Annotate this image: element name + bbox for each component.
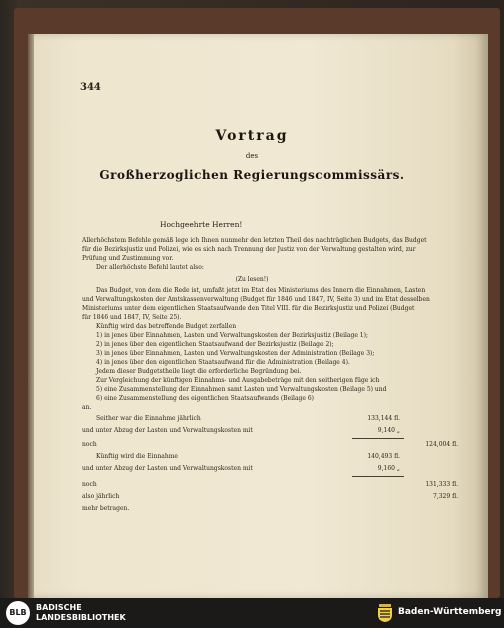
library-name-line1: BADISCHE (36, 603, 82, 612)
table-row-value: 124,004 fl. (425, 441, 458, 448)
body-line: Ministeriums unter dem eigentlichen Staatsaufwande den Titel VIII. für die Bezirksjustiz und Polizei (Budget (82, 305, 415, 312)
footer-bar (0, 598, 504, 628)
table-row-label: noch (82, 481, 97, 488)
coat-of-arms-icon (376, 603, 394, 623)
body-line: Prüfung und Zustimmung vor. (82, 255, 174, 262)
table-row-value: 140,493 fl. (367, 453, 400, 460)
state-name[interactable]: Baden-Württemberg (398, 607, 502, 617)
body-line: Zur Vergleichung der künftigen Einnahms- und Ausgabebeträge mit den seitherigen füge ich (96, 377, 380, 384)
table-row-label: noch (82, 441, 97, 448)
body-line: für die Bezirksjustiz und Polizei, wie es sich nach Trennung der Justiz von der Verwaltung gestalten wird, zur (82, 246, 416, 253)
body-line: Künftig wird das betreffende Budget zerfallen (96, 323, 237, 330)
table-row-label: Seither war die Einnahme jährlich (96, 415, 201, 422)
table-row-label: und unter Abzug der Lasten und Verwaltungskosten mit (82, 465, 253, 472)
list-item: 5) eine Zusammenstellung der Einnahmen samt Lasten und Verwaltungskosten (Beilage 5) und (96, 386, 387, 393)
table-row-label: also jährlich (82, 493, 120, 500)
body-line: an. (82, 404, 92, 411)
table-row-value: 133,144 fl. (367, 415, 400, 422)
list-item: 6) eine Zusammenstellung des eigentlichen Staatsaufwands (Beilage 6) (96, 395, 315, 402)
library-name-line2: LANDESBIBLIOTHEK (36, 613, 126, 622)
body-line: Jedem dieser Budgetstheile liegt die erforderliche Begründung bei. (96, 368, 302, 375)
table-row-label: und unter Abzug der Lasten und Verwaltungskosten mit (82, 427, 253, 434)
body-line: und Verwaltungskosten der Amtskassenverwaltung (Budget für 1846 und 1847, IV, Seite 3) und im Etat desselben (82, 296, 430, 303)
body-line: Allerhöchstem Befehle gemäß lege ich Ihnen nunmehr den letzten Theil des nachträglichen Budgets, das Budget (82, 237, 427, 244)
table-row-value: 131,333 fl. (425, 481, 458, 488)
salutation: Hochgeehrte Herren! (160, 220, 243, 229)
table-row-label: mehr betragen. (82, 505, 130, 512)
sum-rule (352, 476, 404, 477)
list-item: 4) in jenes über den eigentlichen Staatsaufwand für die Administration (Beilage 4). (96, 359, 350, 366)
table-row-value: 9,140 „ (377, 427, 400, 434)
read-aloud-note: (Zu lesen!) (235, 276, 269, 283)
sum-rule (352, 438, 404, 439)
body-line: Der allerhöchste Befehl lautet also: (96, 264, 204, 271)
list-item: 1) in jenes über Einnahmen, Lasten und Verwaltungskosten der Bezirksjustiz (Beilage 1); (96, 332, 368, 339)
table-row-value: 7,329 fl. (433, 493, 458, 500)
body-line: für 1846 und 1847, IV, Seite 25). (82, 314, 182, 321)
blb-logo[interactable]: BLB (6, 601, 30, 625)
body-line: Das Budget, von dem die Rede ist, umfaßt jetzt im Etat des Ministeriums des Innern die Einnahmen, Lasten (96, 287, 426, 294)
document-subtitle: Großherzoglichen Regierungscommissärs. (99, 168, 405, 182)
list-item: 3) in jenes über Einnahmen, Lasten und Verwaltungskosten der Administration (Beilage 3); (96, 350, 375, 357)
table-row-value: 9,160 „ (377, 465, 400, 472)
library-name (36, 603, 126, 623)
document-title: Vortrag (215, 128, 289, 144)
table-row-label: Künftig wird die Einnahme (96, 453, 178, 460)
page-number: 344 (80, 82, 101, 93)
document-subtitle-des: des (245, 152, 259, 160)
list-item: 2) in jenes über den eigentlichen Staatsaufwand der Bezirksjustiz (Beilage 2); (96, 341, 334, 348)
